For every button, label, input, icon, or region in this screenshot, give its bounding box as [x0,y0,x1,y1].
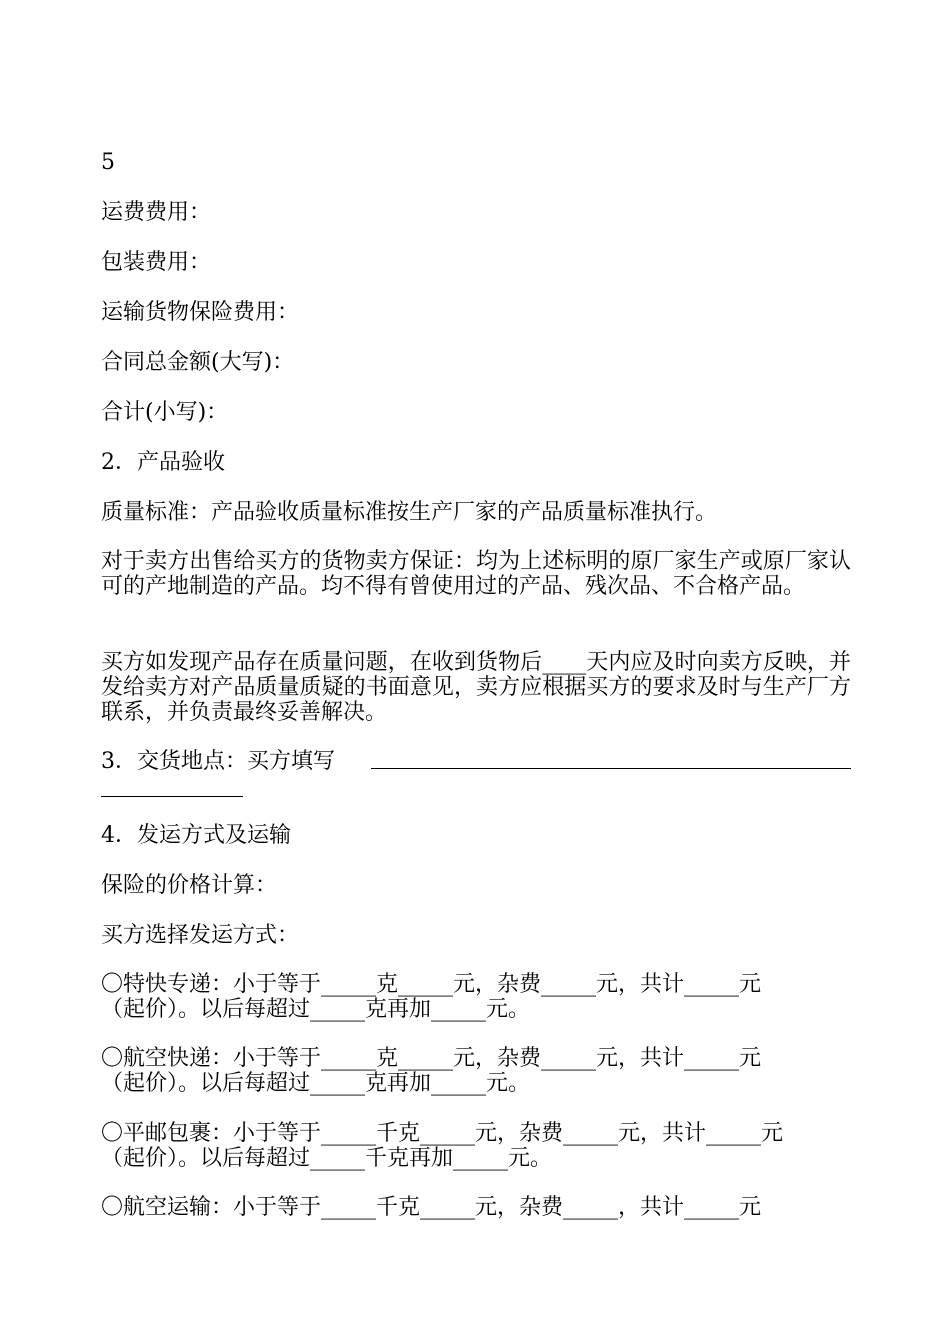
insurance-fee-line: 运输货物保险费用： [101,300,300,325]
shipping-option-line: 〇航空快递：小于等于_____克_____元，杂费_____元，共计_____元 [101,1046,762,1071]
shipping-option-line: （起价）。以后每超过_____千克再加_____元。 [101,1146,553,1171]
delivery-location-blank [371,768,851,769]
choose-shipping-method-line: 买方选择发运方式： [101,923,300,948]
shipping-option-air-freight [101,1195,851,1220]
total-amount-lower-line: 合计(小写)： [101,400,229,425]
quality-issue-paragraph: 买方如发现产品存在质量问题，在收到货物后____天内应及时向卖方反映，并发给卖方对产品质量质疑的书面意见，卖方应根据买方的要求及时与生产厂方联系，并负责最终妥善解决。 [101,650,851,725]
delivery-location-blank-continued [101,796,243,797]
shipping-option-express [101,972,851,1022]
shipping-option-line: 〇平邮包裹：小于等于_____千克_____元，杂费_____元，共计_____元 [101,1121,784,1146]
shipping-option-line: （起价）。以后每超过_____克再加_____元。 [101,997,531,1022]
section-2-heading: 2．产品验收 [101,450,225,475]
packaging-fee-line: 包装费用： [101,250,212,275]
total-amount-upper-line: 合同总金额(大写)： [101,350,295,375]
shipping-option-air-express [101,1046,851,1096]
page-number: 5 [101,150,115,175]
delivery-location-label: 3．交货地点：买方填写 [101,749,335,774]
section-4-heading: 4．发运方式及运输 [101,823,291,848]
shipping-option-line: 〇航空运输：小于等于_____千克_____元，杂费_____，共计_____元 [101,1195,762,1220]
quality-standard-paragraph: 质量标准：产品验收质量标准按生产厂家的产品质量标准执行。 [101,500,718,525]
shipping-fee-line: 运费费用： [101,200,212,225]
shipping-option-line: 〇特快专递：小于等于_____克_____元，杂费_____元，共计_____元 [101,972,762,997]
insurance-calc-line: 保险的价格计算： [101,873,278,898]
shipping-option-surface-parcel [101,1121,851,1171]
seller-guarantee-paragraph: 对于卖方出售给买方的货物卖方保证：均为上述标明的原厂家生产或原厂家认可的产地制造的产品。均不得有曾使用过的产品、残次品、不合格产品。 [101,549,851,599]
shipping-option-line: （起价）。以后每超过_____克再加_____元。 [101,1071,531,1096]
